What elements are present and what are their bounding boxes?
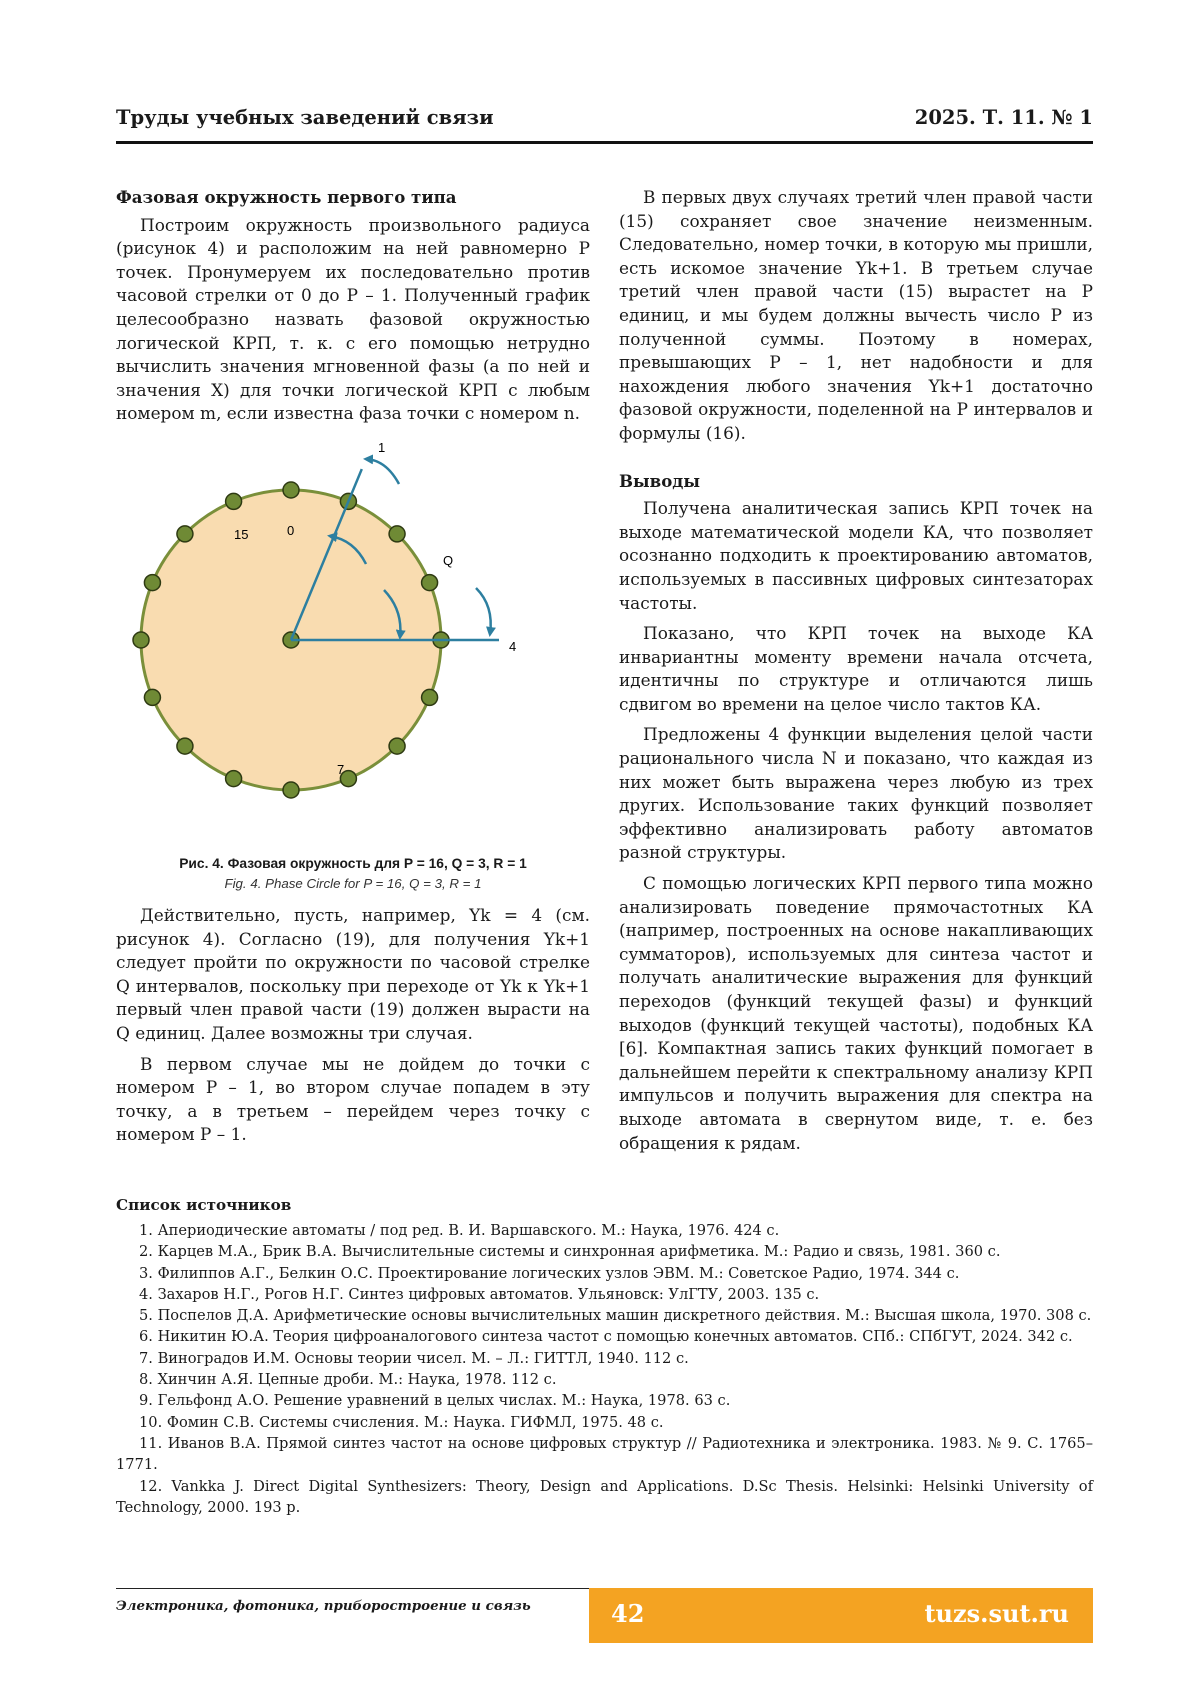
footer-bar bbox=[589, 1588, 1093, 1643]
circle-point bbox=[177, 526, 193, 542]
figure-caption-ru: Рис. 4. Фазовая окружность для P = 16, Q = 3, R = 1 bbox=[179, 855, 527, 871]
label-4: 4 bbox=[509, 638, 517, 654]
paragraph-example: Действительно, пусть, например, Yk = 4 (см. рисунок 4). Согласно (19), для получения Yk+1 следует пройти по окружности по часовой стрелке Q интервалов, поскольку при переходе от Yk к Yk+1 первый член правой части (19) должен вырасти на Q единиц. Далее возможны три случая. bbox=[116, 904, 590, 1043]
reference-item: 9. Гельфонд А.О. Решение уравнений в целых числах. М.: Наука, 1978. 63 с. bbox=[139, 1392, 731, 1410]
conclusion-3: Предложены 4 функции выделения целой части рационального числа N и показано, что каждая из них может быть выражена через любую из трех других. Использование таких функций позволяет эффективно анализировать работу автоматов разной структуры. bbox=[619, 724, 1093, 863]
section-title-phase-circle: Фазовая окружность первого типа bbox=[116, 187, 457, 207]
label-1: 1 bbox=[378, 439, 386, 455]
reference-item: 1. Апериодические автоматы / под ред. В. И. Варшавского. М.: Наука, 1976. 424 с. bbox=[139, 1222, 780, 1239]
circle-point bbox=[177, 738, 193, 754]
phase-circle-diagram bbox=[116, 432, 590, 854]
reference-item: 3. Филиппов А.Г., Белкин О.С. Проектирование логических узлов ЭВМ. М.: Советское Радио, 1974. 344 с. bbox=[139, 1264, 960, 1282]
reference-item: 11. Иванов В.А. Прямой синтез частот на основе цифровых структур // Радиотехника и электроника. 1983. № 9. С. 1765–1771. bbox=[116, 1434, 1093, 1474]
reference-item: 10. Фомин С.В. Системы счисления. М.: Наука. ГИФМЛ, 1975. 48 с. bbox=[139, 1413, 664, 1431]
page-number: 42 bbox=[611, 1599, 645, 1628]
reference-item: 7. Виноградов И.М. Основы теории чисел. М. – Л.: ГИТТЛ, 1940. 112 с. bbox=[139, 1349, 689, 1367]
label-7: 7 bbox=[337, 761, 345, 777]
running-header bbox=[116, 104, 1093, 144]
circle-point bbox=[283, 782, 299, 798]
figure-caption-en: Fig. 4. Phase Circle for P = 16, Q = 3, R = 1 bbox=[224, 875, 482, 891]
footer-section-name: Электроника, фотоника, приборостроение и связь bbox=[116, 1598, 531, 1614]
circle-point bbox=[422, 689, 438, 705]
conclusion-1: Получена аналитическая запись КРП точек на выходе математической модели КА, что позволяет осознанно подходить к проектированию автоматов, используемых в пассивных цифровых синтезаторах частоты. bbox=[619, 498, 1093, 613]
reference-item: 6. Никитин Ю.А. Теория цифроаналогового синтеза частот с помощью конечных автоматов. СПб.: СПбГУТ, 2024. 342 с. bbox=[139, 1328, 1073, 1346]
circle-point bbox=[422, 575, 438, 591]
conclusion-4: С помощью логических КРП первого типа можно анализировать поведение прямочастотных КА (например, построенных на основе накапливающих сумматоров), используемых для синтеза частот и получать аналитические выражения для функций переходов (функций текущей фазы) и функций выходов (функций текущей частоты), подобных КА [6]. Компактная запись таких функций помогает в дальнейшем перейти к спектральному анализу КРП импульсов и получить выражения для спектра на выходе автомата в свернутом виде, т. е. без обращения к рядам. bbox=[619, 873, 1093, 1153]
paragraph-continuation: В первых двух случаях третий член правой части (15) сохраняет свое значение неизменным. Следовательно, номер точки, в которую мы пришли, есть искомое значение Yk+1. В третьем случае третий член правой части (15) вырастет на P единиц, и мы будем должны вычесть число P из полученной суммы. Поэтому в номерах, превышающих P – 1, нет надобности и для нахождения любого значения Yk+1 достаточно фазовой окружности, поделенной на P интервалов и формулы (16). bbox=[619, 187, 1093, 443]
reference-item: 8. Хинчин А.Я. Цепные дроби. М.: Наука, 1978. 112 с. bbox=[139, 1371, 557, 1389]
circle-point bbox=[389, 738, 405, 754]
circle-point bbox=[283, 482, 299, 498]
reference-item: 5. Поспелов Д.А. Арифметические основы вычислительных машин дискретного действия. М.: Высшая школа, 1970. 308 с. bbox=[139, 1307, 1092, 1325]
arrow-outer-4 bbox=[476, 588, 491, 634]
label-0: 0 bbox=[287, 522, 295, 538]
references-list bbox=[116, 1220, 1093, 1518]
circle-point bbox=[389, 526, 405, 542]
footer-site-link[interactable]: tuzs.sut.ru bbox=[924, 1599, 1069, 1628]
arrow-outer-top bbox=[366, 459, 399, 484]
circle-point bbox=[226, 771, 242, 787]
section-title-conclusions: Выводы bbox=[619, 470, 700, 491]
issue-info: 2025. Т. 11. № 1 bbox=[914, 106, 1093, 129]
circle-point bbox=[226, 493, 242, 509]
circle-point bbox=[133, 632, 149, 648]
conclusion-2: Показано, что КРП точек на выходе КА инвариантны моменту времени начала отсчета, идентичны по структуре и отличаются лишь сдвигом во времени на целое число тактов КА. bbox=[619, 623, 1093, 714]
paragraph-intro: Построим окружность произвольного радиуса (рисунок 4) и расположим на ней равномерно P точек. Пронумеруем их последовательно против часовой стрелки от 0 до P – 1. Полученный график целесообразно назвать фазовой окружностью логической КРП, т. к. с его помощью нетрудно вычислить значения мгновенной фазы (а по ней и значения X) для точки логической КРП с любым номером m, если известна фаза точки с номером n. bbox=[116, 214, 590, 424]
figure-phase-circle bbox=[116, 432, 590, 854]
references-title: Список источников bbox=[116, 1196, 292, 1214]
reference-item: 2. Карцев М.А., Брик В.А. Вычислительные системы и синхронная арифметика. М.: Радио и связь, 1981. 360 с. bbox=[139, 1243, 1001, 1261]
circle-point bbox=[144, 689, 160, 705]
journal-title: Труды учебных заведений связи bbox=[116, 106, 494, 129]
references bbox=[116, 1194, 1093, 1518]
circle-point bbox=[144, 575, 160, 591]
label-15: 15 bbox=[234, 526, 249, 542]
reference-item: 12. Vankka J. Direct Digital Synthesizers: Theory, Design and Applications. D.Sc Thesis. Helsinki: Helsinki University of Technology, 2000. 193 p. bbox=[116, 1477, 1093, 1516]
right-column bbox=[619, 186, 1093, 1155]
paragraph-cases: В первом случае мы не дойдем до точки с номером P – 1, во втором случае попадем в эту точку, а в третьем – перейдем через точку с номером P – 1. bbox=[116, 1053, 590, 1145]
label-q: Q bbox=[443, 552, 454, 568]
left-column bbox=[116, 186, 590, 1147]
reference-item: 4. Захаров Н.Г., Рогов Н.Г. Синтез цифровых автоматов. Ульяновск: УлГТУ, 2003. 135 с. bbox=[139, 1285, 820, 1303]
